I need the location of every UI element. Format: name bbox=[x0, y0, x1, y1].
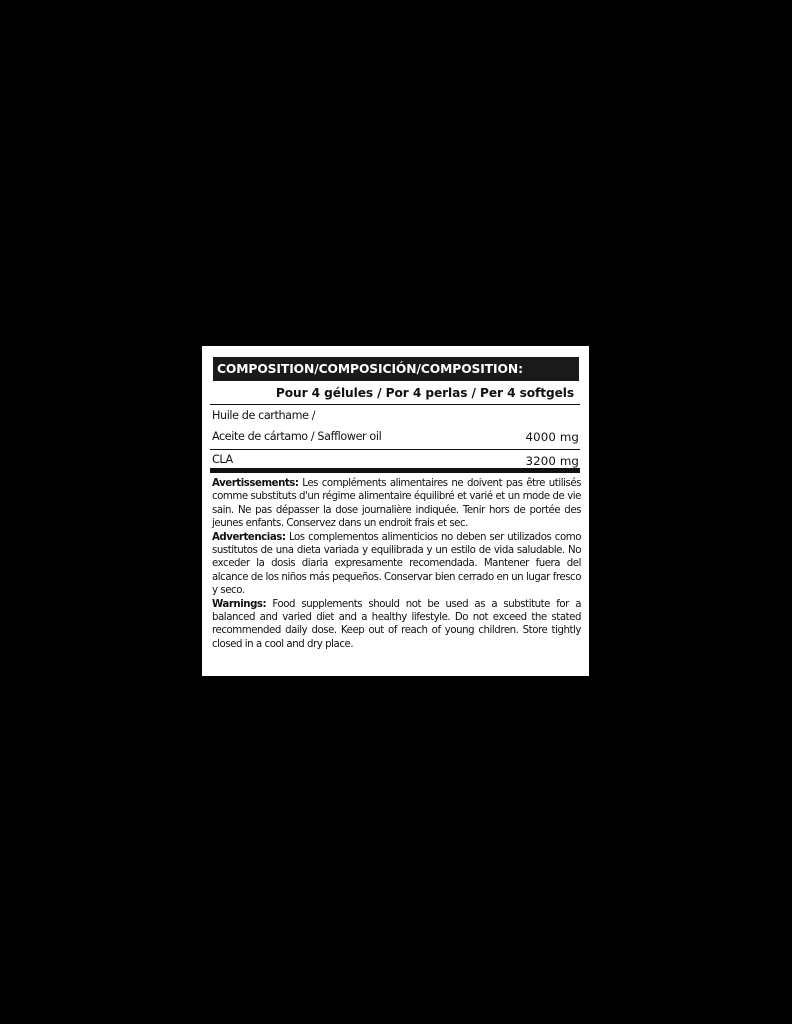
composition-label bbox=[202, 346, 589, 676]
warning-es bbox=[212, 531, 581, 598]
ingredient-name: CLA bbox=[212, 453, 233, 466]
serving-size: Pour 4 gélules / Por 4 perlas / Per 4 softgels bbox=[275, 386, 574, 400]
ingredient-name-line2: Aceite de cártamo / Safflower oil bbox=[212, 430, 382, 443]
divider bbox=[210, 449, 580, 450]
warning-en-label: Warnings: bbox=[212, 598, 267, 610]
warning-es-label: Advertencias: bbox=[212, 531, 286, 543]
warning-fr bbox=[212, 477, 581, 531]
warning-en bbox=[212, 598, 581, 652]
composition-header: COMPOSITION/COMPOSICIÓN/COMPOSITION: bbox=[213, 357, 579, 381]
warnings-block bbox=[212, 477, 581, 651]
warning-fr-text: Les compléments alimentaires ne doivent pas être utilisés comme substituts d'un régime alimentaire équilibré et varié et un mode de vie sain. Ne pas dépasser la dose journalière indiquée. Tenir hors de portée des jeunes enfants. Conservez dans un endroit frais et sec. bbox=[212, 478, 581, 530]
divider bbox=[210, 404, 580, 405]
ingredient-name-line1: Huile de carthame / bbox=[212, 409, 316, 422]
warning-fr-label: Avertissements: bbox=[212, 478, 299, 489]
divider-thick bbox=[210, 468, 580, 473]
warning-en-text: Food supplements should not be used as a substitute for a balanced and varied diet and a healthy lifestyle. Do not exceed the stated recommended daily dose. Keep out of reach of young children. Store tightly closed in a cool and dry place. bbox=[212, 598, 581, 650]
ingredient-amount: 4000 mg bbox=[525, 430, 579, 444]
ingredient-amount: 3200 mg bbox=[525, 454, 579, 468]
warning-es-text: Los complementos alimenticios no deben ser utilizados como sustitutos de una dieta variada y equilibrada y un estilo de vida saludable. No exceder la dosis diaria expresamente recomendada. Mantener fuera del alcance de los niños más pequeños. Conservar bien cerrado en un lugar fresco y seco. bbox=[212, 531, 581, 597]
